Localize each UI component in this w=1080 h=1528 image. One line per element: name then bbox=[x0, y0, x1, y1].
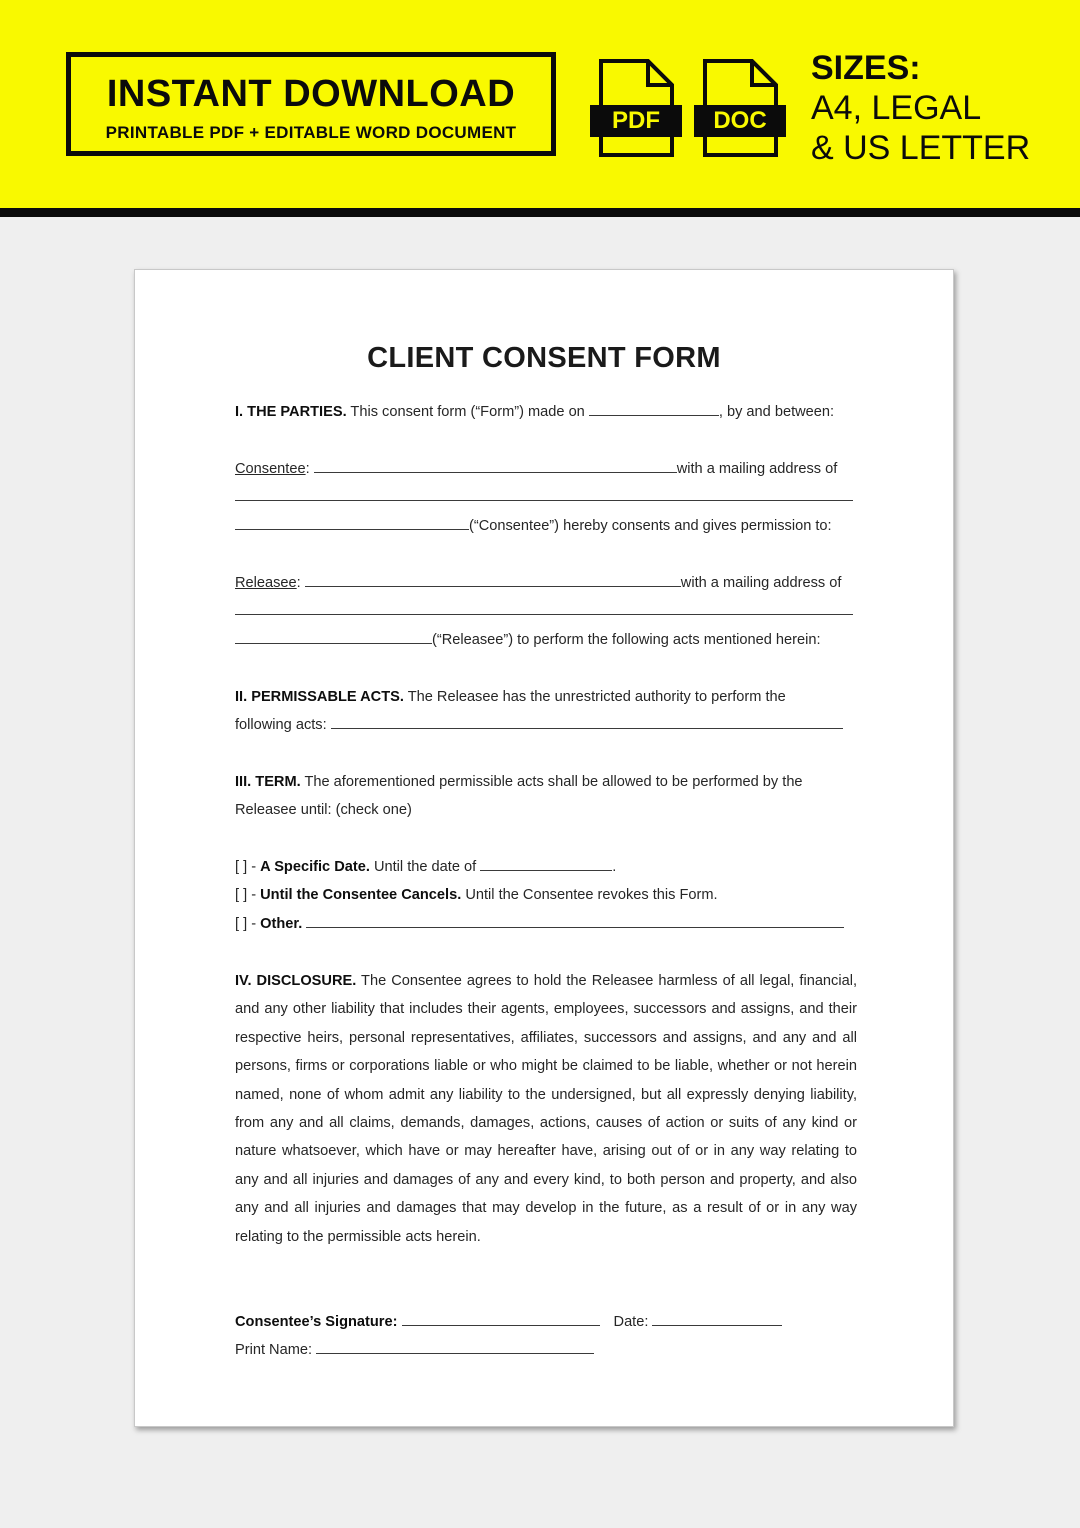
form-title: CLIENT CONSENT FORM bbox=[367, 342, 721, 374]
acts-following-line bbox=[235, 715, 857, 735]
disclosure-text: The Consentee agrees to hold the Releasee harmless of all legal, financial, and any other liability that includes their agents, employees, successors and assigns, and their respective heirs, personal representatives, affiliates, successors and assigns, and any and all persons, firms or corporations liable or who might be claimed to be liable, whether or not herein named, none of whom admit any liability to the undersigned, but all expressly denying liability, from any and all claims, demands, damages, actions, causes of action or suits of any kind or nature whatsoever, which have or may hereafter have, arising out of or in any way relating to any and all injuries and damages of any and every kind, to both person and property, and also any and all injuries and damages that may develop in the future, as a result of or in any way relating to the permissible acts herein. bbox=[235, 973, 857, 1245]
date-label: Date: bbox=[613, 1314, 653, 1330]
consentee-name-blank[interactable] bbox=[314, 459, 677, 473]
disclosure-paragraph bbox=[235, 967, 857, 1251]
pdf-label: PDF bbox=[590, 105, 682, 137]
releasee-address-line bbox=[235, 601, 857, 621]
consentee-mailing-text: with a mailing address of bbox=[676, 461, 838, 477]
document-page bbox=[134, 269, 954, 1427]
releasee-label: Releasee bbox=[235, 575, 297, 591]
releasee-mailing-text: with a mailing address of bbox=[680, 575, 842, 591]
banner-divider bbox=[0, 208, 1080, 217]
term-until-text: Releasee until: (check one) bbox=[235, 802, 412, 818]
term-option-other bbox=[235, 914, 857, 934]
print-name-line bbox=[235, 1340, 857, 1360]
sizes-info bbox=[811, 48, 1073, 168]
releasee-address-blank[interactable] bbox=[235, 601, 853, 615]
doc-file-icon bbox=[700, 58, 796, 158]
term-text: The aforementioned permissible acts shall be allowed to be performed by the bbox=[300, 774, 803, 790]
term-until-line bbox=[235, 800, 857, 820]
form-date-blank[interactable] bbox=[589, 402, 719, 416]
acts-text: The Releasee has the unrestricted authority to perform the bbox=[403, 689, 786, 705]
download-subtitle: PRINTABLE PDF + EDITABLE WORD DOCUMENT bbox=[105, 123, 517, 142]
term-option-specific-date bbox=[235, 857, 857, 877]
acts-line bbox=[235, 687, 857, 707]
signature-date-blank[interactable] bbox=[652, 1312, 782, 1326]
term-line bbox=[235, 772, 857, 792]
term-option-consentee-cancels bbox=[235, 885, 857, 905]
consentee-colon: : bbox=[305, 461, 314, 477]
parties-heading: I. THE PARTIES. bbox=[235, 404, 347, 420]
releasee-perform-text: (“Releasee”) to perform the following acts mentioned herein: bbox=[432, 632, 821, 648]
print-name-label: Print Name: bbox=[235, 1342, 317, 1358]
parties-text: This consent form (“Form”) made on bbox=[346, 404, 589, 420]
acts-blank[interactable] bbox=[331, 715, 843, 729]
option2-text: Until the Consentee revokes this Form. bbox=[461, 887, 718, 903]
consentee-label: Consentee bbox=[235, 461, 306, 477]
checkbox-specific-date[interactable]: [ ] - bbox=[235, 859, 261, 875]
signature-blank[interactable] bbox=[402, 1312, 600, 1326]
consentee-address-blank-2[interactable] bbox=[235, 516, 469, 530]
print-name-blank[interactable] bbox=[316, 1340, 594, 1354]
sizes-line-1: A4, LEGAL bbox=[811, 89, 982, 127]
download-title: INSTANT DOWNLOAD bbox=[106, 73, 516, 115]
consentee-address-blank[interactable] bbox=[235, 487, 853, 501]
checkbox-other[interactable]: [ ] - bbox=[235, 916, 261, 932]
releasee-name-blank[interactable] bbox=[305, 573, 681, 587]
sizes-label: SIZES: bbox=[811, 49, 921, 87]
checkbox-consentee-cancels[interactable]: [ ] - bbox=[235, 887, 261, 903]
consentee-consent-line bbox=[235, 516, 857, 536]
other-blank[interactable] bbox=[306, 914, 844, 928]
option1-bold: A Specific Date. bbox=[260, 859, 370, 875]
sizes-line-2: & US LETTER bbox=[811, 129, 1031, 167]
instant-download-box bbox=[66, 52, 556, 156]
releasee-line bbox=[235, 573, 857, 593]
option1-text: Until the date of bbox=[369, 859, 481, 875]
releasee-perform-line bbox=[235, 630, 857, 650]
disclosure-heading: IV. DISCLOSURE. bbox=[235, 973, 357, 989]
acts-heading: II. PERMISSABLE ACTS. bbox=[235, 689, 404, 705]
option2-bold: Until the Consentee Cancels. bbox=[260, 887, 462, 903]
releasee-colon: : bbox=[296, 575, 305, 591]
option3-bold: Other. bbox=[260, 916, 303, 932]
consentee-consent-text: (“Consentee”) hereby consents and gives permission to: bbox=[469, 518, 832, 534]
term-heading: III. TERM. bbox=[235, 774, 301, 790]
consentee-line bbox=[235, 459, 857, 479]
pdf-file-icon bbox=[596, 58, 692, 158]
doc-label: DOC bbox=[694, 105, 786, 137]
option1-end: . bbox=[612, 859, 617, 875]
releasee-address-blank-2[interactable] bbox=[235, 630, 432, 644]
signature-label: Consentee’s Signature: bbox=[235, 1314, 398, 1330]
specific-date-blank[interactable] bbox=[480, 857, 612, 871]
consentee-address-line bbox=[235, 487, 857, 507]
parties-line bbox=[235, 402, 857, 422]
acts-following-label: following acts: bbox=[235, 717, 331, 733]
parties-end: , by and between: bbox=[718, 404, 835, 420]
signature-line bbox=[235, 1312, 857, 1332]
